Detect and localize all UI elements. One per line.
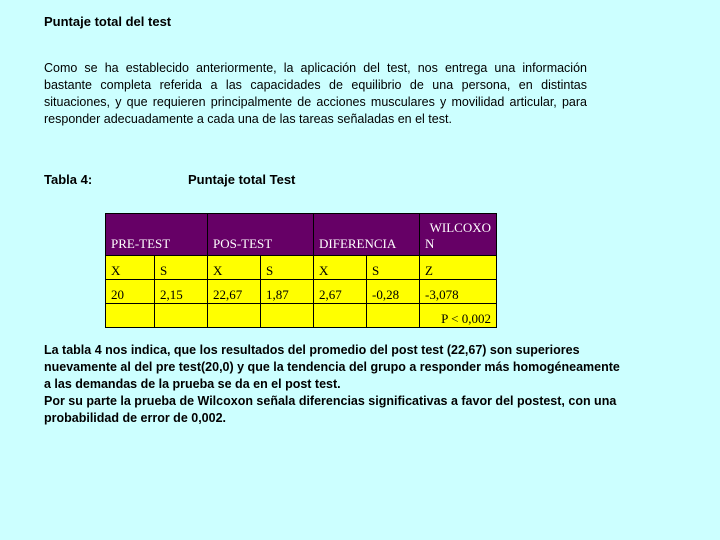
table-cell: X — [314, 256, 367, 280]
table-row — [106, 304, 497, 328]
section-title: Puntaje total del test — [44, 14, 172, 29]
table-cell-empty — [155, 304, 208, 328]
summary-paragraph-2: Por su parte la prueba de Wilcoxon señala diferencias significativas a favor del postest, con una probabilidad de error de 0,002. — [44, 394, 617, 425]
header-diferencia: DIFERENCIA — [314, 214, 420, 256]
table-cell: 2,67 — [314, 280, 367, 304]
table-cell-empty — [367, 304, 420, 328]
summary-text — [44, 342, 624, 427]
table-cell: S — [367, 256, 420, 280]
table-cell-p-value: P < 0,002 — [420, 304, 497, 328]
table-cell: -3,078 — [420, 280, 497, 304]
table-title: Puntaje total Test — [188, 172, 296, 187]
table-cell: 2,15 — [155, 280, 208, 304]
table-cell-empty — [106, 304, 155, 328]
table-header-row — [106, 214, 497, 256]
header-pre-test: PRE-TEST — [106, 214, 208, 256]
table-cell-empty — [208, 304, 261, 328]
table-cell: 20 — [106, 280, 155, 304]
table-cell: S — [261, 256, 314, 280]
table-cell: 22,67 — [208, 280, 261, 304]
table-row — [106, 280, 497, 304]
header-wilcoxon — [420, 214, 497, 256]
table-cell: 1,87 — [261, 280, 314, 304]
table-label: Tabla 4: — [44, 172, 93, 187]
table-row — [106, 256, 497, 280]
header-wilcoxon-line2: N — [425, 236, 435, 251]
table-cell: Z — [420, 256, 497, 280]
table-cell: X — [208, 256, 261, 280]
header-pos-test: POS-TEST — [208, 214, 314, 256]
summary-paragraph-1: La tabla 4 nos indica, que los resultados del promedio del post test (22,67) son superiores nuevamente al del pre test(20,0) y que la tendencia del grupo a responder más homogéneamente a las demandas de la prueba se da en el post test. — [44, 343, 620, 391]
table-cell: -0,28 — [367, 280, 420, 304]
table-cell-empty — [314, 304, 367, 328]
table-cell: X — [106, 256, 155, 280]
intro-paragraph: Como se ha establecido anteriormente, la aplicación del test, nos entrega una información bastante completa referida a las capacidades de equilibrio de una persona, en distintas situaciones, y que requieren principalmente de acciones musculares y movilidad articular, para responder adecuadamente a cada una de las tareas señaladas en el test. — [44, 61, 587, 126]
table-cell: S — [155, 256, 208, 280]
table-cell-empty — [261, 304, 314, 328]
results-table — [105, 213, 497, 328]
header-wilcoxon-line1: WILCOXO — [429, 220, 491, 235]
